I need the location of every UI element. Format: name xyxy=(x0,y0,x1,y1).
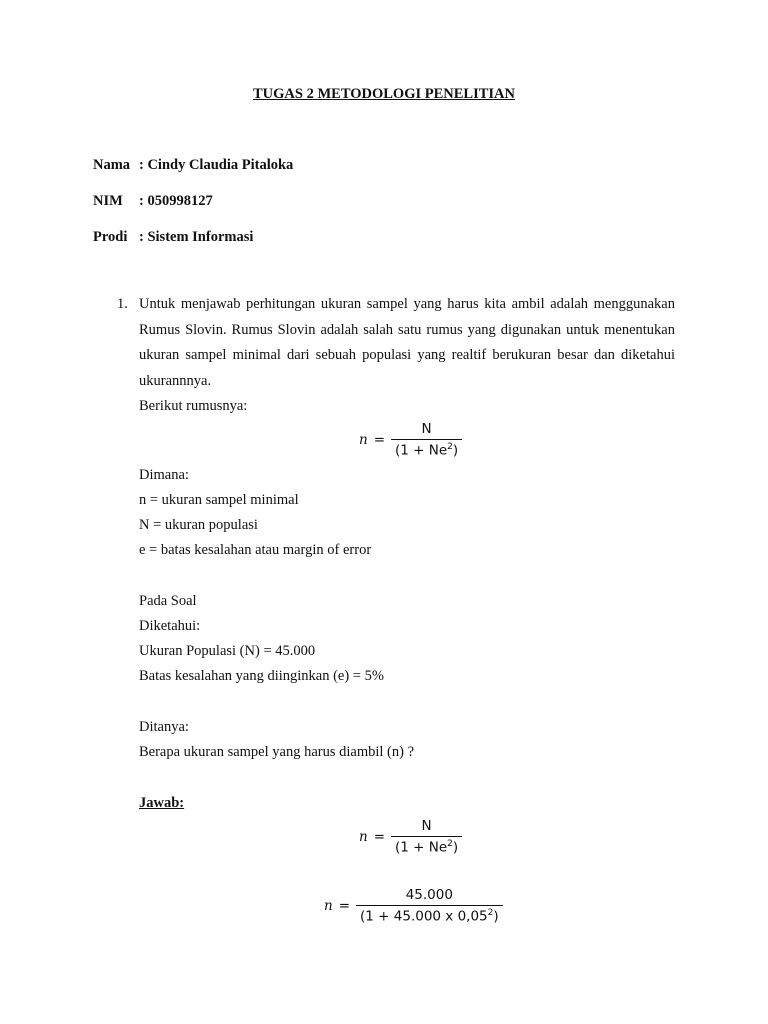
formula-intro: Berikut rumusnya: xyxy=(139,398,248,414)
jawab-label: Jawab: xyxy=(139,795,185,811)
identity-nim xyxy=(93,193,213,210)
pada-soal-heading: Pada Soal xyxy=(139,593,197,609)
formula-fraction xyxy=(356,887,503,925)
formula-slovin-2 xyxy=(359,818,462,856)
nim-value: : 050998127 xyxy=(139,193,213,209)
formula-numerator: 45.000 xyxy=(405,887,453,903)
formula-slovin-1 xyxy=(359,421,462,459)
formula-slovin-substituted xyxy=(324,887,503,925)
dimana-item-e: e = batas kesalahan atau margin of error xyxy=(139,542,372,558)
formula-denominator: $(1 + Ne^2)$ xyxy=(391,836,462,856)
dimana-item-n: n = ukuran sampel minimal xyxy=(139,492,299,508)
prodi-label: Prodi xyxy=(93,229,128,245)
document-title: TUGAS 2 METODOLOGI PENELITIAN xyxy=(253,86,515,102)
formula-denominator: $(1 + Ne^2)$ xyxy=(391,439,462,459)
dimana-item-N: N = ukuran populasi xyxy=(139,517,258,533)
ditanya-heading: Ditanya: xyxy=(139,719,189,735)
identity-prodi xyxy=(93,229,253,246)
nim-label: NIM xyxy=(93,193,123,209)
nama-value: : Cindy Claudia Pitaloka xyxy=(139,157,294,173)
formula-numerator: N xyxy=(421,421,432,437)
nama-label: Nama xyxy=(93,157,131,173)
formula-equals: = xyxy=(338,897,351,914)
formula-lhs: n xyxy=(359,431,368,448)
identity-nama xyxy=(93,157,293,174)
diketahui-heading: Diketahui: xyxy=(139,618,201,634)
batas-kesalahan: Batas kesalahan yang diinginkan (e) = 5% xyxy=(139,668,384,684)
formula-numerator: N xyxy=(421,818,432,834)
formula-lhs: n xyxy=(359,828,368,845)
question-number: 1. xyxy=(117,296,128,312)
ukuran-populasi: Ukuran Populasi (N) = 45.000 xyxy=(139,643,316,659)
prodi-value: : Sistem Informasi xyxy=(139,229,254,245)
formula-equals: = xyxy=(373,828,386,845)
intro-paragraph: Untuk menjawab perhitungan ukuran sampel yang harus kita ambil adalah menggunakan Rumus Slovin. Rumus Slovin adalah salah satu rumus yang digunakan untuk menentukan ukuran sampel minimal dari sebuah populasi yang realtif berukuran besar dan diketahui ukurannnya. xyxy=(139,296,675,389)
formula-fraction xyxy=(391,818,462,856)
formula-equals: = xyxy=(373,431,386,448)
formula-lhs: n xyxy=(324,897,333,914)
formula-fraction xyxy=(391,421,462,459)
formula-denominator: (1 + 45.000 x 0,05$^2$) xyxy=(356,905,503,925)
ditanya-question: Berapa ukuran sampel yang harus diambil (n) ? xyxy=(139,744,415,760)
dimana-heading: Dimana: xyxy=(139,467,189,483)
